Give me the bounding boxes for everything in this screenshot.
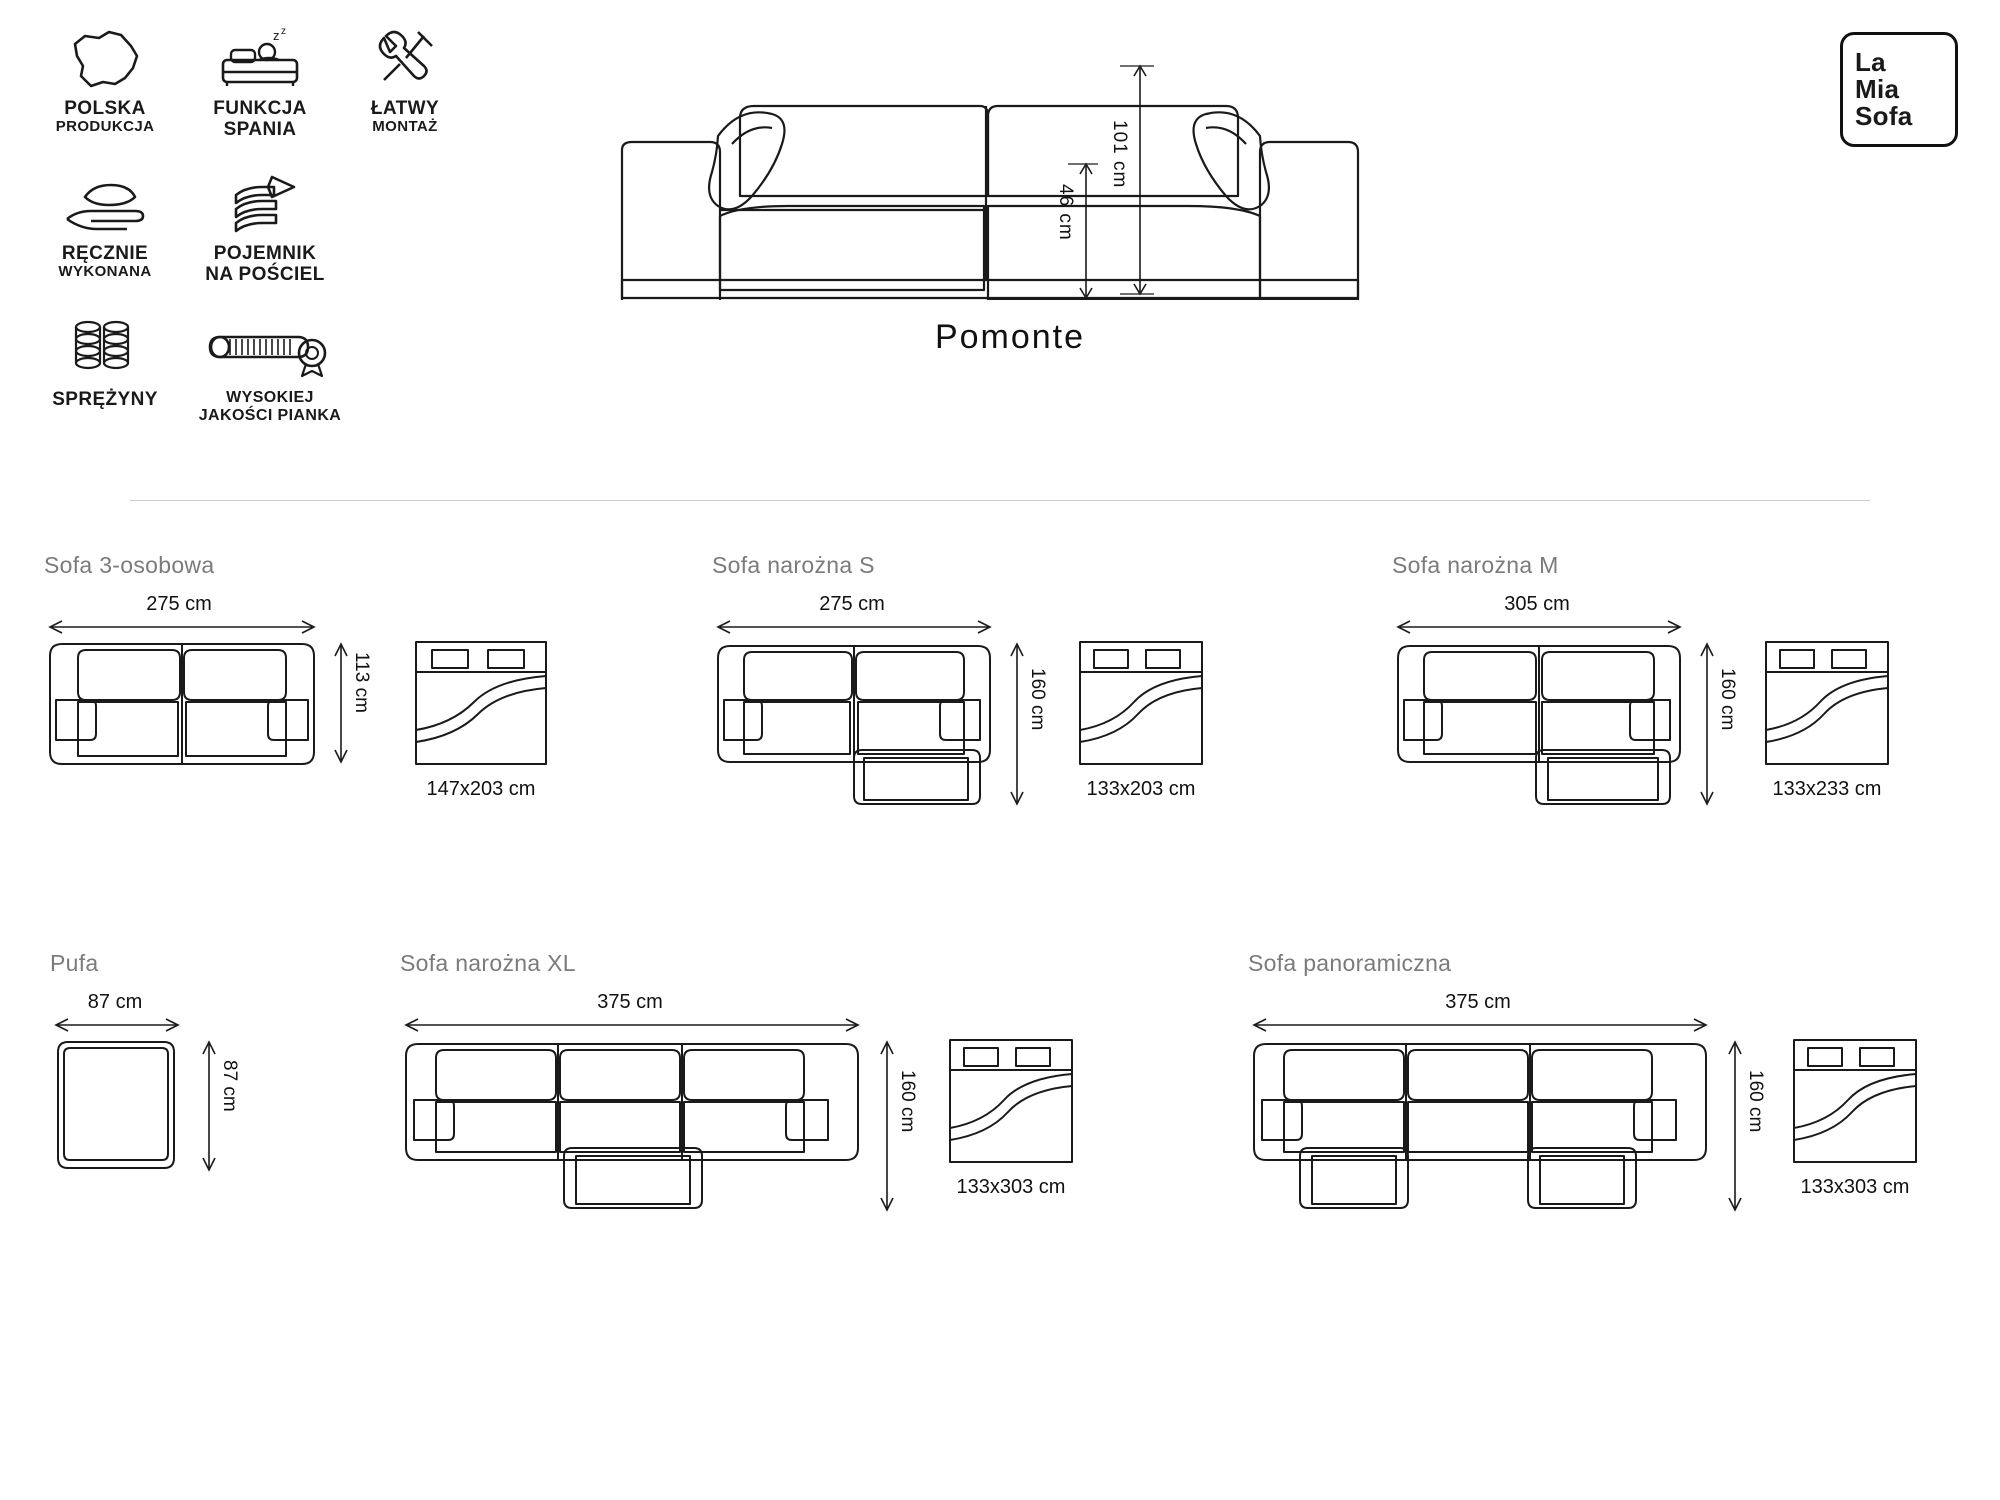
variant-title: Sofa panoramiczna (1248, 950, 1452, 976)
variant-title: Pufa (50, 950, 99, 976)
bedding-storage-icon (226, 165, 304, 237)
logo-line-3: Sofa (1855, 101, 1913, 132)
bed-top-view (1790, 1036, 1920, 1166)
feature-polska-produkcja (30, 20, 180, 136)
variant-pufa (50, 950, 310, 1176)
variant-depth (1002, 638, 1048, 810)
svg-text:z: z (281, 26, 286, 37)
feature-sprezyny (30, 311, 180, 410)
width-arrow (1248, 1014, 1712, 1036)
bed-top-view (1076, 638, 1206, 768)
width-arrow (44, 616, 320, 638)
features-block (30, 20, 490, 425)
poland-map-icon (69, 20, 141, 92)
variant-title: Sofa narożna S (712, 552, 875, 578)
sofa-top-view (1248, 1036, 1712, 1216)
variant-drawings (1248, 1036, 1988, 1216)
hero-sofa-drawing (600, 40, 1420, 300)
variant-depth-label: 160 cm (897, 1070, 918, 1133)
feature-label: RĘCZNIE WYKONANA (58, 242, 152, 280)
features-row-2 (30, 165, 490, 286)
features-row-3 (30, 311, 490, 425)
feature-label: SPRĘŻYNY (52, 389, 158, 411)
variant-width-label: 275 cm (146, 593, 212, 615)
sofa-top-view (44, 638, 320, 768)
variant-depth-label: 113 cm (351, 652, 372, 713)
bed-block (412, 638, 550, 801)
feature-label: POJEMNIK NA POŚCIEL (205, 242, 325, 285)
variant-sofa-3-osobowa (44, 552, 604, 801)
logo-line-2: Mia (1855, 73, 1900, 104)
variant-width-label: 375 cm (1445, 991, 1511, 1013)
hand-with-cushion-icon (63, 165, 147, 237)
variant-width-label: 305 cm (1504, 593, 1570, 615)
bed-size-label: 133x233 cm (1772, 778, 1882, 800)
feature-label: POLSKA PRODUKCJA (55, 98, 155, 136)
variant-title: Sofa narożna XL (400, 950, 576, 976)
springs-icon (68, 311, 142, 383)
section-divider (130, 500, 1870, 501)
variant-sofa-panoramiczna (1248, 950, 1988, 1216)
variant-depth-label: 160 cm (1745, 1070, 1766, 1133)
feature-label: WYSOKIEJ JAKOŚCI PIANKA (198, 389, 342, 424)
variant-depth-label: 160 cm (1027, 668, 1048, 731)
feature-funkcja-spania (180, 20, 340, 141)
bed-size-label: 147x203 cm (426, 778, 536, 800)
width-arrow (400, 1014, 864, 1036)
variant-sofa-narozna-xl (400, 950, 1120, 1216)
bed-block (946, 1036, 1076, 1199)
features-row-1 (30, 20, 490, 141)
feature-latwy-montaz (340, 20, 470, 136)
variant-depth (194, 1036, 240, 1176)
hero-dimension-total (1109, 60, 1160, 300)
width-arrow (50, 1014, 184, 1036)
sleeping-person-icon (217, 20, 303, 92)
feature-label: FUNKCJA SPANIA (213, 98, 307, 141)
feature-label: ŁATWY MONTAŻ (370, 98, 440, 136)
sofa-top-view (712, 638, 996, 810)
pouf-top-view (50, 1036, 184, 1176)
hero-height-seat-label: 46 cm (1055, 184, 1076, 241)
foam-roll-icon (206, 311, 334, 383)
width-arrow (1392, 616, 1686, 638)
bed-top-view (412, 638, 550, 768)
sofa-top-view (400, 1036, 864, 1216)
sofa-top-view (1392, 638, 1686, 810)
variant-drawings (44, 638, 604, 801)
brand-logo (1840, 32, 1958, 147)
variant-depth (1692, 638, 1738, 810)
variant-drawings (50, 1036, 310, 1176)
variant-width-label: 375 cm (597, 991, 663, 1013)
feature-pojemnik-na-posciel (180, 165, 350, 286)
variant-title: Sofa 3-osobowa (44, 552, 215, 578)
variant-width-label: 275 cm (819, 593, 885, 615)
bed-top-view (946, 1036, 1076, 1166)
variant-depth-label: 87 cm (219, 1060, 240, 1112)
variant-sofa-narozna-s (712, 552, 1332, 810)
logo-line-1: La (1855, 46, 1886, 77)
feature-recznie-wykonana (30, 165, 180, 281)
svg-text:z: z (273, 28, 280, 43)
page-title: Pomonte (934, 318, 1086, 356)
feature-wysokiej-jakosci-pianka (180, 311, 360, 425)
variant-title: Sofa narożna M (1392, 552, 1559, 578)
variant-depth-label: 160 cm (1717, 668, 1738, 731)
variant-drawings (712, 638, 1332, 810)
bed-top-view (1762, 638, 1892, 768)
tools-icon (370, 20, 440, 92)
hero-height-total-label: 101 cm (1109, 120, 1130, 189)
variant-depth (1720, 1036, 1766, 1216)
bed-size-label: 133x203 cm (1086, 778, 1196, 800)
width-arrow (712, 616, 996, 638)
hero-sofa-block (600, 40, 1420, 357)
variant-depth (872, 1036, 918, 1216)
variant-drawings (400, 1036, 1120, 1216)
variant-drawings (1392, 638, 2000, 810)
bed-block (1790, 1036, 1920, 1199)
variant-sofa-narozna-m (1392, 552, 2000, 810)
bed-block (1076, 638, 1206, 801)
variant-depth (326, 638, 372, 768)
bed-block (1762, 638, 1892, 801)
hero-dimension-seat (1055, 158, 1102, 302)
bed-size-label: 133x303 cm (956, 1176, 1066, 1198)
variant-width-label: 87 cm (87, 991, 143, 1013)
bed-size-label: 133x303 cm (1800, 1176, 1910, 1198)
